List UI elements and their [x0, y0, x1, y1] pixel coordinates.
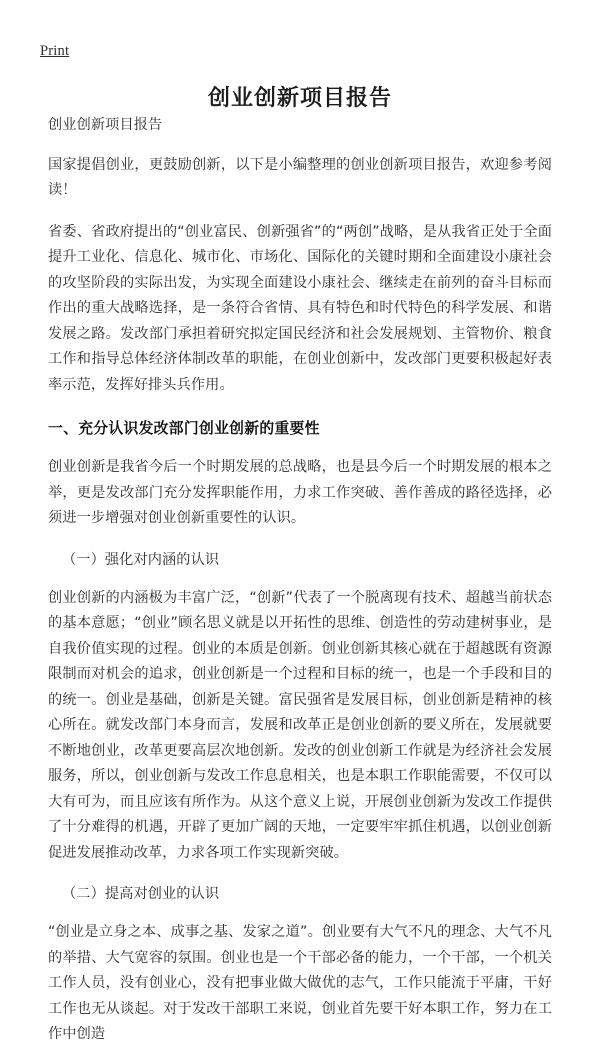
- document-blocks: [48, 220, 552, 1048]
- paragraph-intro: 省委、省政府提出的“创业富民、创新强省”的“两创”战略，是从我省正处于全面提升工业化、信息化、城市化、市场化、国际化的关键时期和全面建设小康社会的攻坚阶段的实际出发，为实现全面建设小康社会、继续走在前列的奋斗目标而作出的重大战略选择，是一条符合省情、具有特色和时代特色的科学发展、和谐发展之路。发改部门承担着研究拟定国民经济和社会发展规划、主管物价、粮食工作和指导总体经济体制改革的职能，在创业创新中，发改部门更要积极起好表率示范，发挥好排头兵作用。: [48, 223, 552, 393]
- document-body: [48, 113, 552, 1062]
- paragraph-1-2-body: “创业是立身之本、成事之基、发家之道”。创业要有大气不凡的理念、大气不凡的举措、大气宽容的氛围。创业也是一个干部必备的能力，一个干部，一个机关工作人员，没有创业心，没有把事业做大做优的志气，工作只能流于平庸，干好工作也无从谈起。对于发改干部职工来说，创业首先要干好本职工作，努力在工作中创造: [48, 924, 552, 1042]
- paragraph-1-1-body: 创业创新的内涵极为丰富广泛，“创新”代表了一个脱离现有技术、超越当前状态的基本意愿；“创业”顾名思义就是以开拓性的思维、创造性的劳动建树事业，是自我价值实现的过程。创业的本质是创新。创业创新其核心就在于超越既有资源限制而对机会的追求，创业创新是一个过程和目标的统一，也是一个手段和目的的统一。创业是基础，创新是关键。富民强省是发展目标，创业创新是精神的核心所在。就发改部门本身而言，发展和改革正是创业创新的要义所在，发展就要不断地创业，改革更要高层次地创新。发改的创业创新工作就是为经济社会发展服务，所以，创业创新与发改工作息息相关，也是本职工作职能需要，不仅可以大有可为，而且应该有所作为。从这个意义上说，开展创业创新为发改工作提供了十分难得的机遇，开辟了更加广阔的天地，一定要牢牢抓住机遇，以创业创新促进发展推动改革，力求各项工作实现新突破。: [48, 589, 552, 861]
- document-lead-paragraph: 国家提倡创业，更鼓励创新，以下是小编整理的创业创新项目报告，欢迎参考阅读！: [48, 156, 552, 198]
- document-subtitle: 创业创新项目报告: [48, 117, 163, 133]
- section-heading-1: 一、充分认识发改部门创业创新的重要性: [48, 420, 320, 437]
- sub-heading-1-1: （一）强化对内涵的认识: [62, 551, 220, 568]
- sub-heading-1-2: （二）提高对创业的认识: [62, 886, 220, 902]
- print-link[interactable]: Print: [40, 43, 70, 59]
- page-title: 创业创新项目报告: [207, 85, 392, 111]
- paragraph-section-1-intro: 创业创新是我省今后一个时期发展的总战略，也是县今后一个时期发展的根本之举，更是发改部门充分发挥职能作用，力求工作突破、善作善成的路径选择，必须进一步增强对创业创新重要性的认识。: [48, 459, 552, 526]
